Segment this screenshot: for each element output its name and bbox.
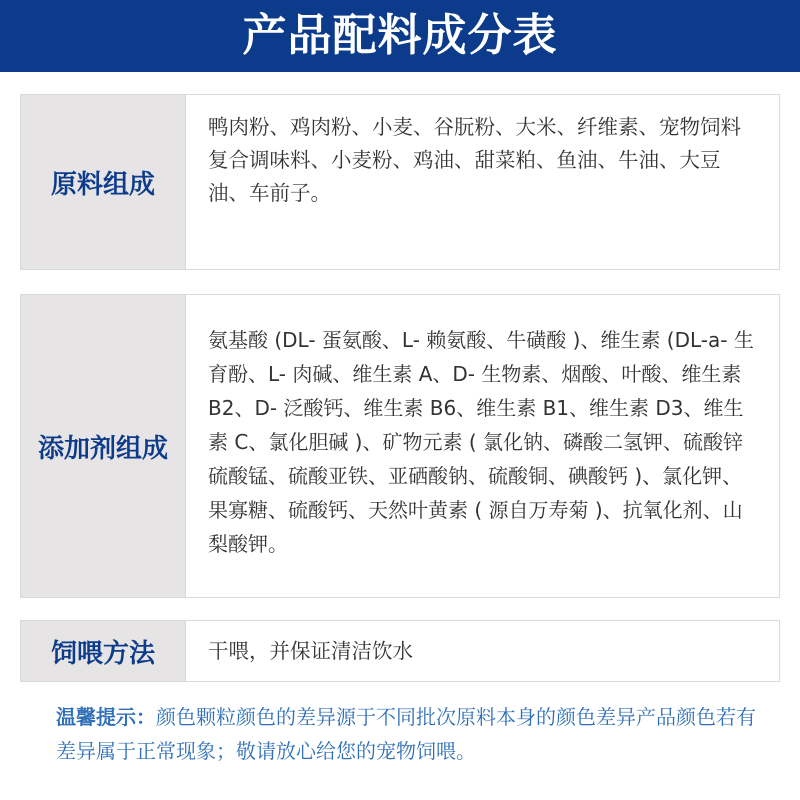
tip-note (56, 700, 766, 768)
feeding-text: 干喂，并保证清洁饮水 (185, 621, 779, 681)
tip-text: 颜色颗粒颜色的差异源于不同批次原料本身的颜色差异产品颜色若有差异属于正常现象；敬请放心给您的宠物饲喂。 (56, 705, 756, 763)
header-banner (0, 0, 800, 72)
feeding-section (20, 620, 780, 682)
feeding-label: 饲喂方法 (21, 621, 185, 681)
tip-label: 温馨提示： (56, 705, 156, 729)
additives-text: 氨基酸 (DL- 蛋氨酸、L- 赖氨酸、牛磺酸 )、维生素 (DL-a- 生育酚、L- 肉碱、维生素 A、D- 生物素、烟酸、叶酸、维生素 B2、D- 泛酸钙、维生素 B6、维生素 B1、维生素 D3、维生素 C、氯化胆碱 )、矿物元素 ( 氯化钠、磷酸二氢钾、硫酸锌硫酸锰、硫酸亚铁、亚硒酸钠、硫酸铜、碘酸钙 )、氯化钾、果寡糖、硫酸钙、天然叶黄素 ( 源自万寿菊 )、抗氧化剂、山梨酸钾。 (185, 295, 779, 597)
page-title: 产品配料成分表 (242, 10, 558, 61)
ingredients-text: 鸭肉粉、鸡肉粉、小麦、谷朊粉、大米、纤维素、宠物饲料复合调味料、小麦粉、鸡油、甜菜粕、鱼油、牛油、大豆油、车前子。 (185, 95, 779, 269)
ingredients-section (20, 94, 780, 270)
additives-label: 添加剂组成 (21, 295, 185, 597)
ingredients-label: 原料组成 (21, 95, 185, 269)
additives-section (20, 294, 780, 598)
